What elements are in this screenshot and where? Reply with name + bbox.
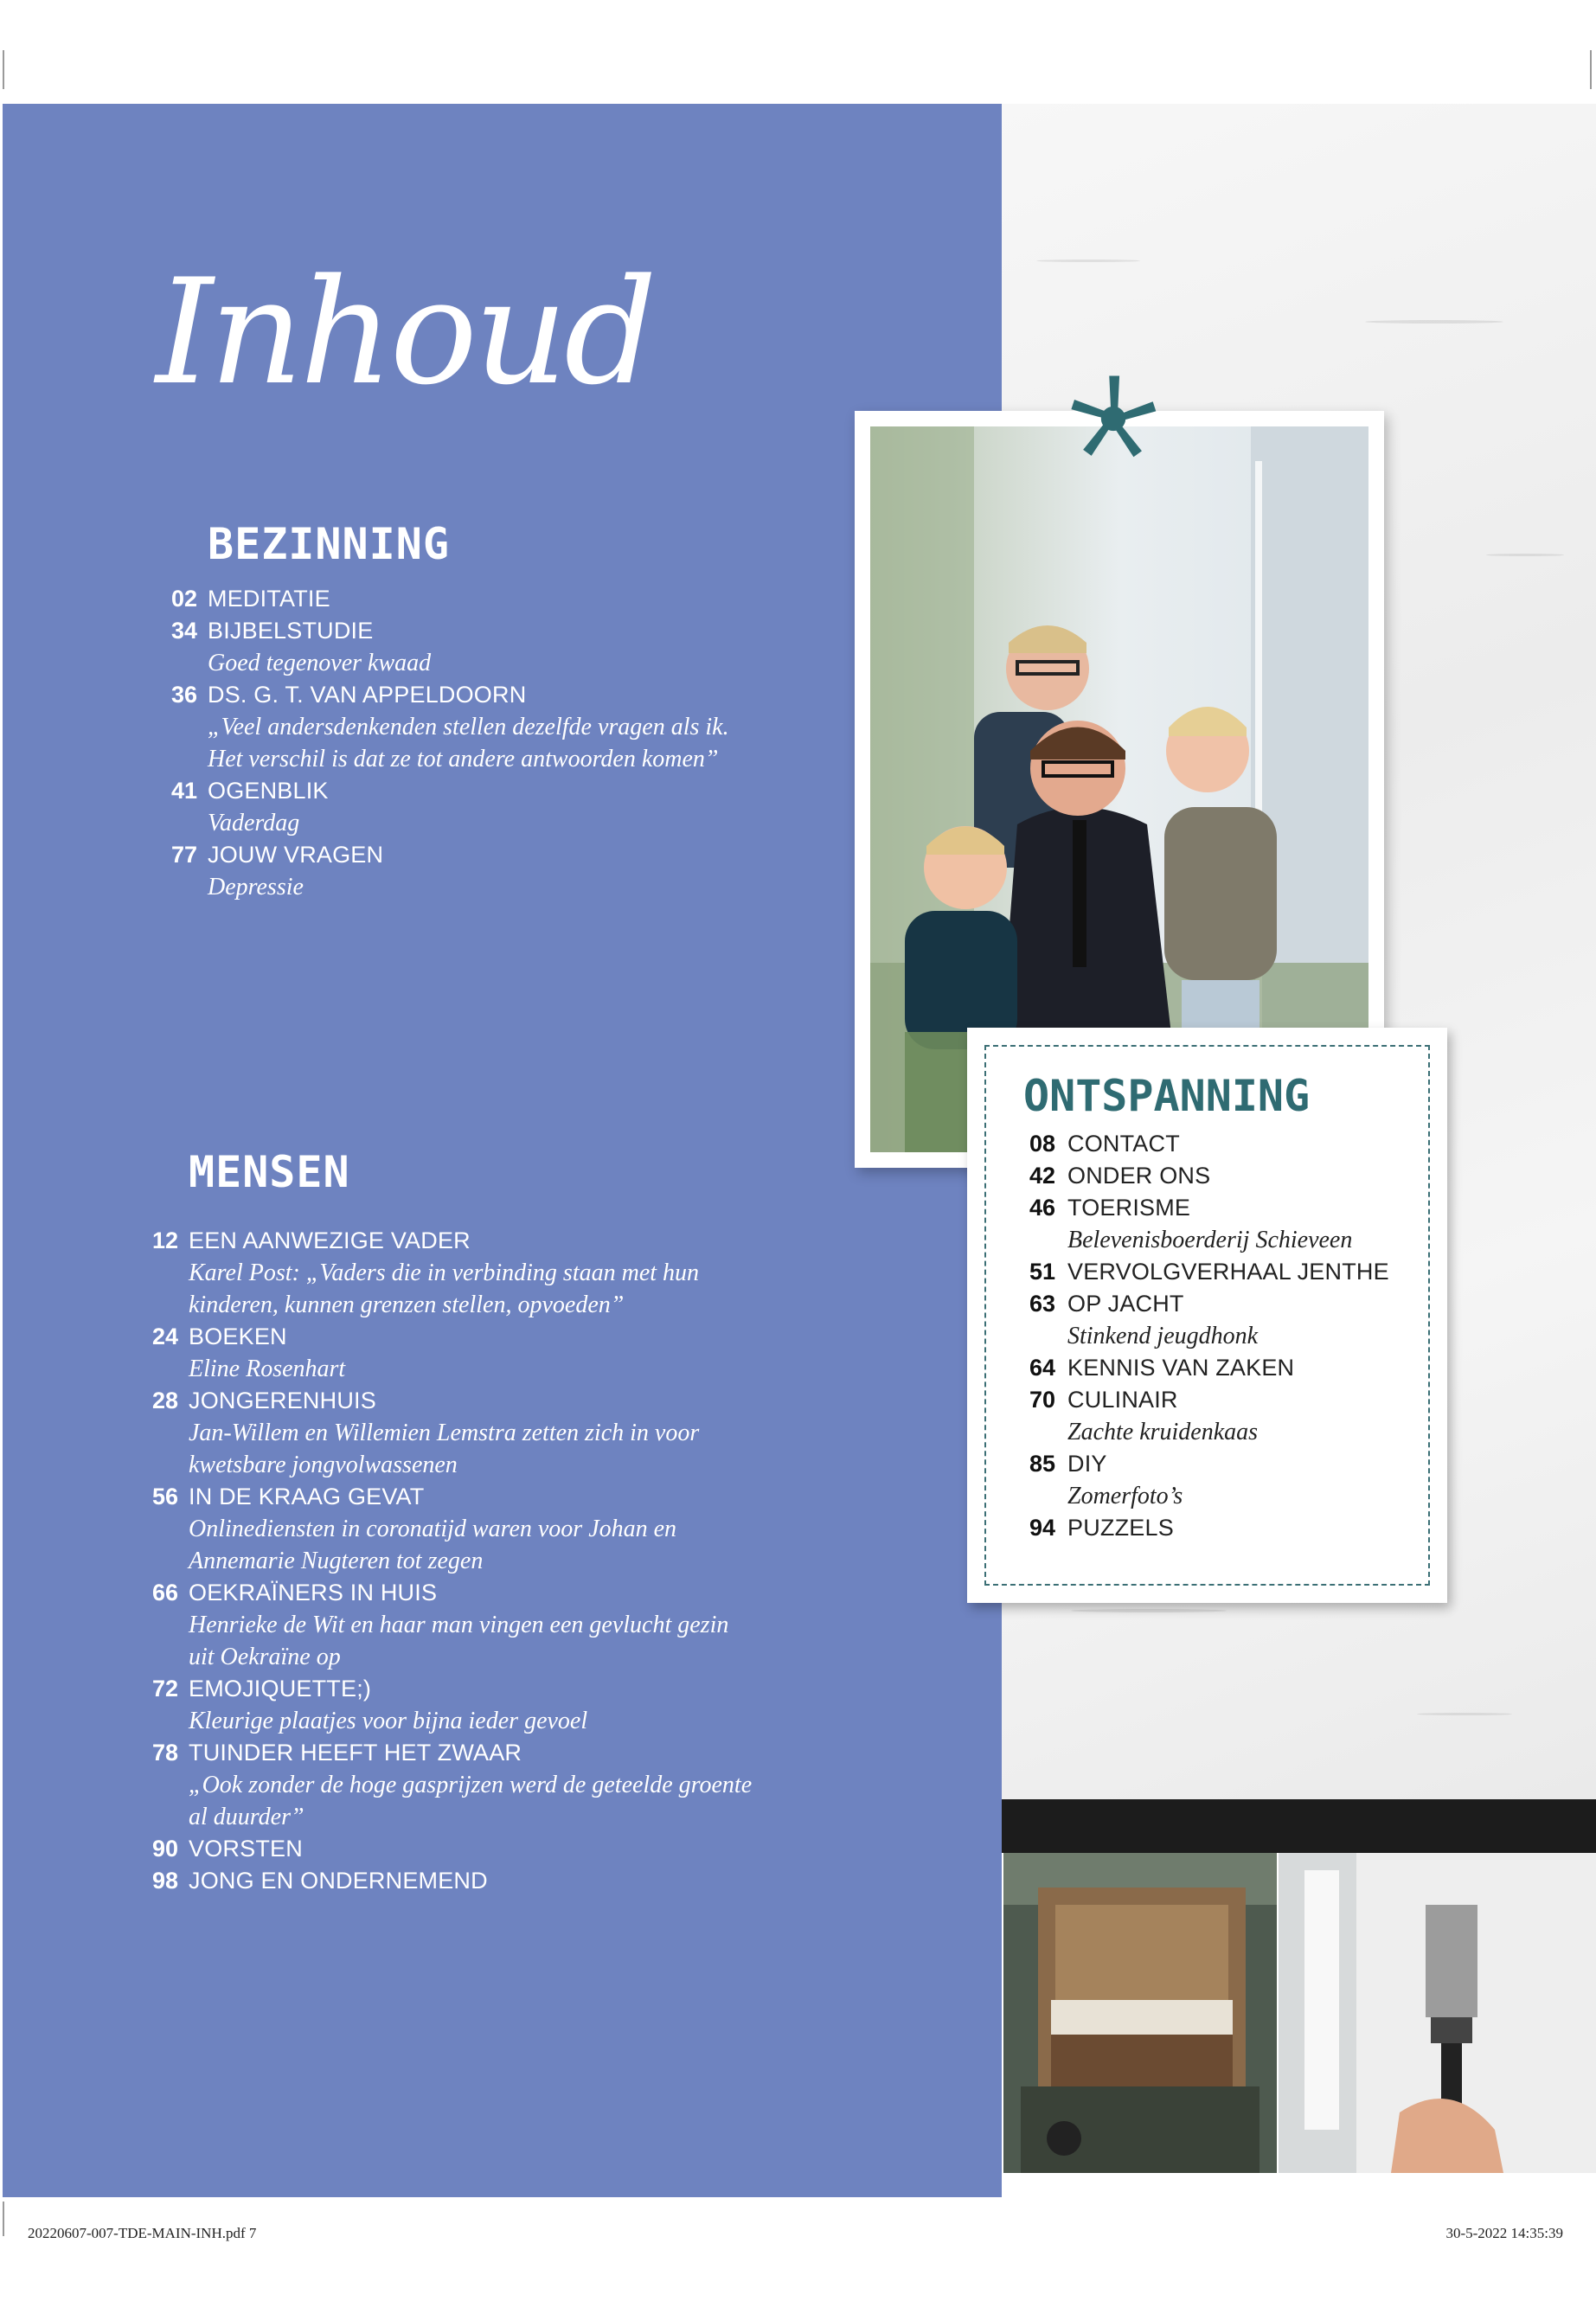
page-number: 46 <box>1029 1195 1055 1221</box>
page-title: Inhoud <box>156 247 654 417</box>
entry-subtitle: Belevenisboerderij Schieveen <box>1067 1227 1353 1253</box>
dark-strip <box>1002 1799 1596 1853</box>
page-number: 66 <box>151 1580 178 1606</box>
footer-filename: 20220607-007-TDE-MAIN-INH.pdf 7 <box>28 2225 257 2241</box>
crop-mark-top-left <box>3 50 4 89</box>
entry-subtitle: Depressie <box>208 874 304 901</box>
page-number: 34 <box>170 618 197 644</box>
entry-title: IN DE KRAAG GEVAT <box>189 1484 425 1509</box>
entry-subtitle: „Ook zonder de hoge gasprijzen werd de geteelde groente al duurder” <box>189 1772 753 1830</box>
entry-title: VERVOLGVERHAAL JENTHE <box>1067 1259 1389 1285</box>
page-number: 56 <box>151 1484 178 1509</box>
entry-subtitle: Kleurige plaatjes voor bijna ieder gevoel <box>189 1708 588 1734</box>
toc-entry <box>1021 1192 1427 1256</box>
section-heading-mensen: MENSEN <box>189 1147 350 1197</box>
toc-entry <box>156 679 813 775</box>
entry-title: MEDITATIE <box>208 586 330 612</box>
crop-mark-bottom-left <box>3 2202 4 2236</box>
toc-list-bezinning <box>156 583 813 903</box>
toc-list-ontspanning <box>1021 1128 1427 1544</box>
toc-entry <box>137 1865 829 1897</box>
toc-entry <box>1021 1160 1427 1192</box>
page-number: 63 <box>1029 1291 1055 1317</box>
toc-entry <box>137 1577 829 1673</box>
entry-title: DIY <box>1067 1451 1107 1477</box>
entry-title: OP JACHT <box>1067 1291 1184 1317</box>
toc-entry <box>137 1225 829 1321</box>
entry-title: TUINDER HEEFT HET ZWAAR <box>189 1740 522 1766</box>
footer-datetime: 30-5-2022 14:35:39 <box>1445 2225 1563 2241</box>
page-number: 08 <box>1029 1131 1055 1157</box>
entry-title: BOEKEN <box>189 1324 287 1349</box>
toc-entry <box>1021 1384 1427 1448</box>
entry-subtitle: Stinkend jeugdhonk <box>1067 1323 1259 1349</box>
entry-title: OGENBLIK <box>208 778 329 804</box>
page-number: 24 <box>151 1324 178 1349</box>
page-number: 77 <box>170 842 197 868</box>
toc-entry <box>156 775 813 839</box>
entry-subtitle: „Veel andersdenkenden stellen dezelfde vragen als ik. Het verschil is dat ze tot andere antwoorden komen” <box>208 714 729 772</box>
page-number: 51 <box>1029 1259 1055 1285</box>
page-number: 78 <box>151 1740 178 1766</box>
entry-subtitle: Vaderdag <box>208 810 300 836</box>
entry-subtitle: Goed tegenover kwaad <box>208 650 432 676</box>
page-number: 42 <box>1029 1163 1055 1189</box>
entry-title: DS. G. T. VAN APPELDOORN <box>208 682 527 708</box>
page-number: 02 <box>170 586 197 612</box>
toc-list-mensen <box>137 1225 829 1897</box>
page-number: 98 <box>151 1868 178 1894</box>
entry-title: PUZZELS <box>1067 1515 1174 1541</box>
toc-entry <box>1021 1512 1427 1544</box>
toc-entry <box>156 615 813 679</box>
page-number: 90 <box>151 1836 178 1862</box>
page-number: 94 <box>1029 1515 1055 1541</box>
entry-title: ONDER ONS <box>1067 1163 1211 1189</box>
entry-title: VORSTEN <box>189 1836 303 1862</box>
entry-subtitle: Jan-Willem en Willemien Lemstra zetten zich in voor kwetsbare jongvolwassenen <box>189 1420 700 1478</box>
entry-subtitle: Karel Post: „Vaders die in verbinding staan met hun kinderen, kunnen grenzen stellen, opvoeden” <box>189 1259 700 1318</box>
asterisk-icon <box>1062 368 1164 470</box>
toc-entry <box>1021 1256 1427 1288</box>
crop-mark-top-right <box>1590 50 1592 89</box>
toc-entry <box>137 1481 829 1577</box>
page-number: 85 <box>1029 1451 1055 1477</box>
entry-subtitle: Zomerfoto’s <box>1067 1483 1183 1509</box>
entry-title: CULINAIR <box>1067 1387 1178 1413</box>
page-number: 70 <box>1029 1387 1055 1413</box>
page-number: 12 <box>151 1227 178 1253</box>
page-number: 36 <box>170 682 197 708</box>
entry-subtitle: Zachte kruidenkaas <box>1067 1419 1259 1445</box>
entry-subtitle: Henrieke de Wit en haar man vingen een gevlucht gezin uit Oekraïne op <box>189 1612 729 1670</box>
entry-title: CONTACT <box>1067 1131 1180 1157</box>
toc-entry <box>156 583 813 615</box>
page-number: 64 <box>1029 1355 1055 1381</box>
toc-entry <box>137 1385 829 1481</box>
toc-entry <box>137 1321 829 1385</box>
toc-entry <box>156 839 813 903</box>
page-number: 72 <box>151 1676 178 1702</box>
entry-title: OEKRAÏNERS IN HUIS <box>189 1580 438 1606</box>
entry-title: KENNIS VAN ZAKEN <box>1067 1355 1295 1381</box>
toc-entry <box>1021 1448 1427 1512</box>
toc-entry <box>1021 1128 1427 1160</box>
entry-title: EMOJIQUETTE;) <box>189 1676 372 1702</box>
entry-subtitle: Eline Rosenhart <box>189 1356 346 1382</box>
entry-title: TOERISME <box>1067 1195 1191 1221</box>
paintbrush-photo <box>1279 1853 1596 2173</box>
entry-title: BIJBELSTUDIE <box>208 618 374 644</box>
page-number: 28 <box>151 1388 178 1413</box>
entry-title: JONG EN ONDERNEMEND <box>189 1868 488 1894</box>
toc-entry <box>1021 1288 1427 1352</box>
entry-title: EEN AANWEZIGE VADER <box>189 1227 471 1253</box>
toc-entry <box>1021 1352 1427 1384</box>
toc-entry <box>137 1833 829 1865</box>
page-number: 41 <box>170 778 197 804</box>
section-heading-bezinning: BEZINNING <box>208 519 450 569</box>
entry-title: JONGERENHUIS <box>189 1388 376 1413</box>
entry-title: JOUW VRAGEN <box>208 842 384 868</box>
van-interior-photo <box>1003 1853 1277 2173</box>
toc-entry <box>137 1673 829 1737</box>
entry-subtitle: Onlinediensten in coronatijd waren voor Johan en Annemarie Nugteren tot zegen <box>189 1516 677 1574</box>
section-heading-ontspanning: ONTSPANNING <box>1023 1071 1311 1121</box>
toc-entry <box>137 1737 829 1833</box>
